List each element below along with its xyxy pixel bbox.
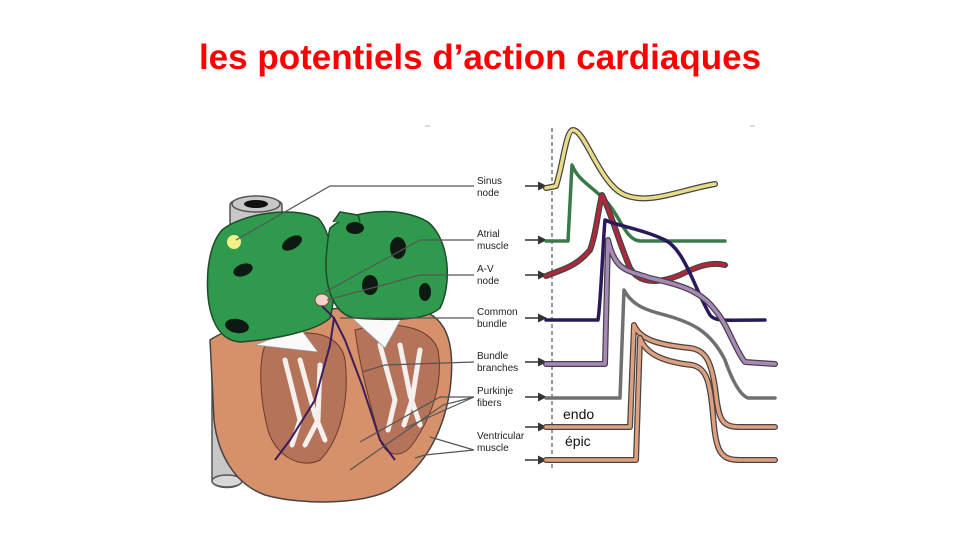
label-bundle-branches: Bundle branches: [477, 351, 519, 374]
label-purkinje-fibers: Purkinje fibers: [477, 386, 514, 409]
trace-common-bundle: [546, 220, 765, 320]
label-ventricular-muscle: Ventricular muscle: [477, 431, 525, 454]
sinus-node-marker: [227, 235, 241, 249]
slide-title: les potentiels d’action cardiaques: [198, 38, 762, 77]
av-node-marker: [315, 294, 329, 306]
label-sinus-node: Sinus node: [477, 176, 503, 199]
label-endo: endo: [563, 406, 595, 422]
label-epic: épic: [565, 433, 591, 449]
left-atrium: [326, 212, 447, 320]
label-common-bundle: Common bundle: [477, 307, 518, 330]
label-atrial-muscle: Atrial muscle: [477, 229, 509, 252]
trace-arrows: [525, 186, 546, 460]
heart-illustration: [207, 196, 451, 502]
label-av-node: A-V node: [477, 264, 500, 287]
